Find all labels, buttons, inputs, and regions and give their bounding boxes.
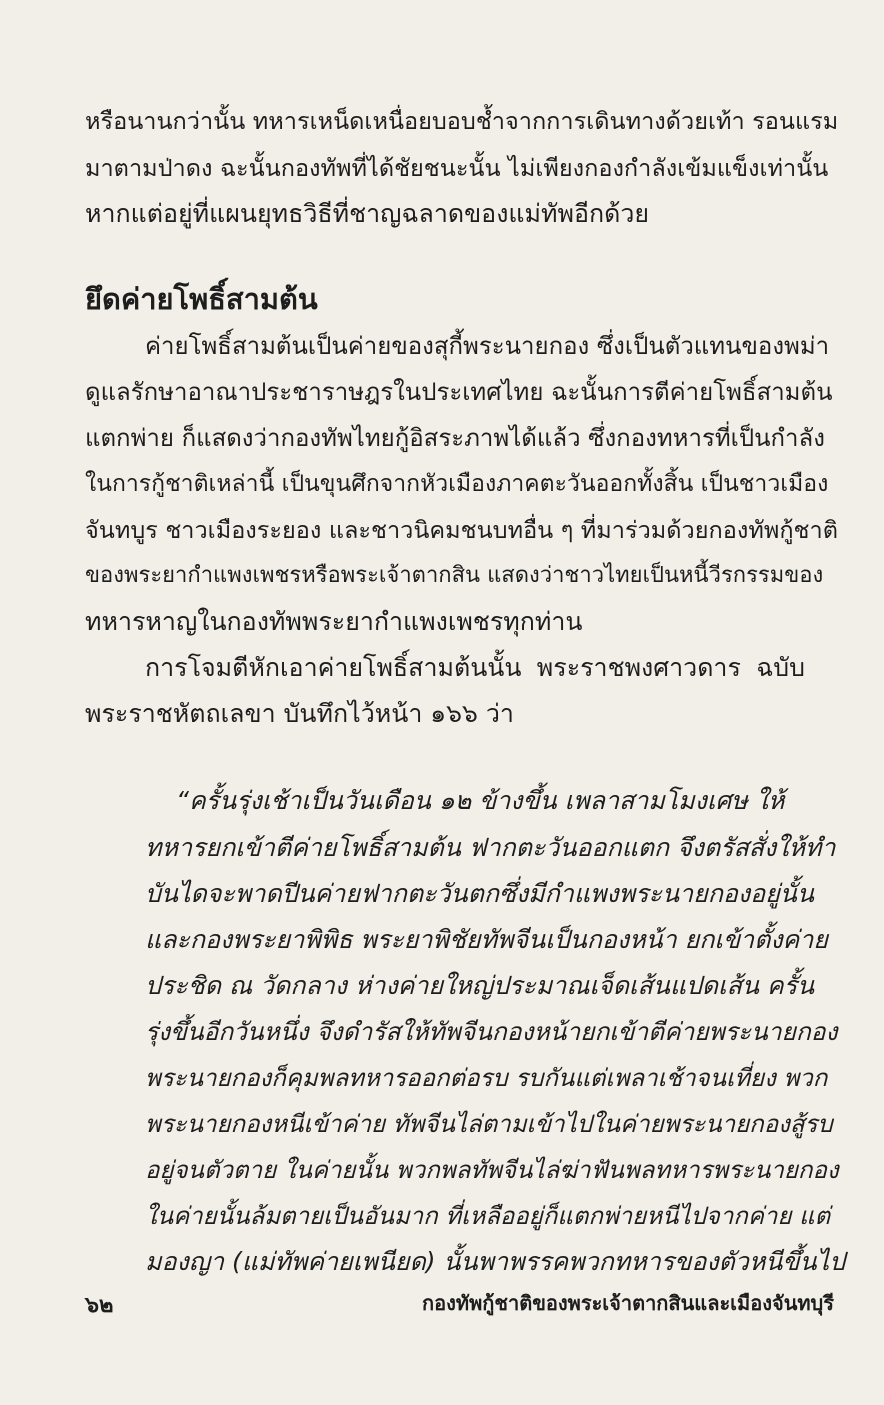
body-text-line: แตกพ่าย ก็แสดงว่ากองทัพไทยกู้อิสระภาพได้แล้ว ซึ่งกองทหารที่เป็นกำลัง [85,424,825,452]
quotation-line: มองญา (แม่ทัพค่ายเพนียด) นั้นพาพรรคพวกทหารของตัวหนีขึ้นไป [145,1247,846,1276]
quotation-line: ประชิด ณ วัดกลาง ห่างค่ายใหญ่ประมาณเจ็ดเส้นแปดเส้น ครั้น [145,971,815,1000]
quotation-line: ในค่ายนั้นล้มตายเป็นอันมาก ที่เหลืออยู่ก็แตกพ่ายหนีไปจากค่าย แต่ [145,1202,831,1230]
section-heading: ยึดค่ายโพธิ์สามต้น [85,282,318,316]
body-text-line: หากแต่อยู่ที่แผนยุทธวิธีที่ชาญฉลาดของแม่ทัพอีกด้วย [85,199,650,228]
quotation-line: พระนายกองก็คุมพลทหารออกต่อรบ รบกันแต่เพลาเช้าจนเที่ยง พวก [145,1064,828,1092]
running-title: กองทัพกู้ชาติของพระเจ้าตากสินและเมืองจันทบุรี [422,1291,834,1315]
body-text-line: มาตามป่าดง ฉะนั้นกองทัพที่ได้ชัยชนะนั้น ไม่เพียงกองกำลังเข้มแข็งเท่านั้น [85,154,829,182]
body-text-line: ของพระยากำแพงเพชรหรือพระเจ้าตากสิน แสดงว่าชาวไทยเป็นหนี้วีรกรรมของ [85,563,824,588]
body-text-line: พระราชหัตถเลขา บันทึกไว้หน้า ๑๖๖ ว่า [85,699,514,728]
quotation-line: และกองพระยาพิพิธ พระยาพิชัยทัพจีนเป็นกองหน้า ยกเข้าตั้งค่าย [145,925,828,954]
quotation-line: พระนายกองหนีเข้าค่าย ทัพจีนไล่ตามเข้าไปในค่ายพระนายกองสู้รบ [145,1110,833,1138]
quotation-line: “ครั้นรุ่งเช้าเป็นวันเดือน ๑๒ ข้างขึ้น เพลาสามโมงเศษ ให้ [176,786,785,815]
quotation-line: รุ่งขึ้นอีกวันหนึ่ง จึงดำรัสให้ทัพจีนกองหน้ายกเข้าตีค่ายพระนายกอง [145,1017,838,1046]
body-text-line: ดูแลรักษาอาณาประชาราษฎรในประเทศไทย ฉะนั้นการตีค่ายโพธิ์สามต้น [85,378,833,406]
body-text-line: การโจมตีหักเอาค่ายโพธิ์สามต้นนั้น พระราชพงศาวดาร ฉบับ [145,653,805,682]
quotation-line: อยู่จนตัวตาย ในค่ายนั้น พวกพลทัพจีนไล่ฆ่าฟันพลทหารพระนายกอง [145,1156,839,1184]
page-number: ๖๒ [85,1293,114,1318]
body-text-line: จันทบูร ชาวเมืองระยอง และชาวนิคมชนบทอื่น ๆ ที่มาร่วมด้วยกองทัพกู้ชาติ [85,516,838,544]
quotation-line: บันไดจะพาดปีนค่ายฟากตะวันตกซึ่งมีกำแพงพระนายกองอยู่นั้น [145,879,814,908]
body-text-line: ค่ายโพธิ์สามต้นเป็นค่ายของสุกี้พระนายกอง ซึ่งเป็นตัวแทนของพม่า [145,332,830,360]
quotation-line: ทหารยกเข้าตีค่ายโพธิ์สามต้น ฟากตะวันออกแตก จึงตรัสสั่งให้ทำ [145,833,836,862]
body-text-line: ในการกู้ชาติเหล่านี้ เป็นขุนศึกจากหัวเมืองภาคตะวันออกทั้งสิ้น เป็นชาวเมือง [85,471,829,497]
body-text-line: ทหารหาญในกองทัพพระยากำแพงเพชรทุกท่าน [85,607,583,636]
body-text-line: หรือนานกว่านั้น ทหารเหน็ดเหนื่อยบอบช้ำจากการเดินทางด้วยเท้า รอนแรม [85,107,839,135]
